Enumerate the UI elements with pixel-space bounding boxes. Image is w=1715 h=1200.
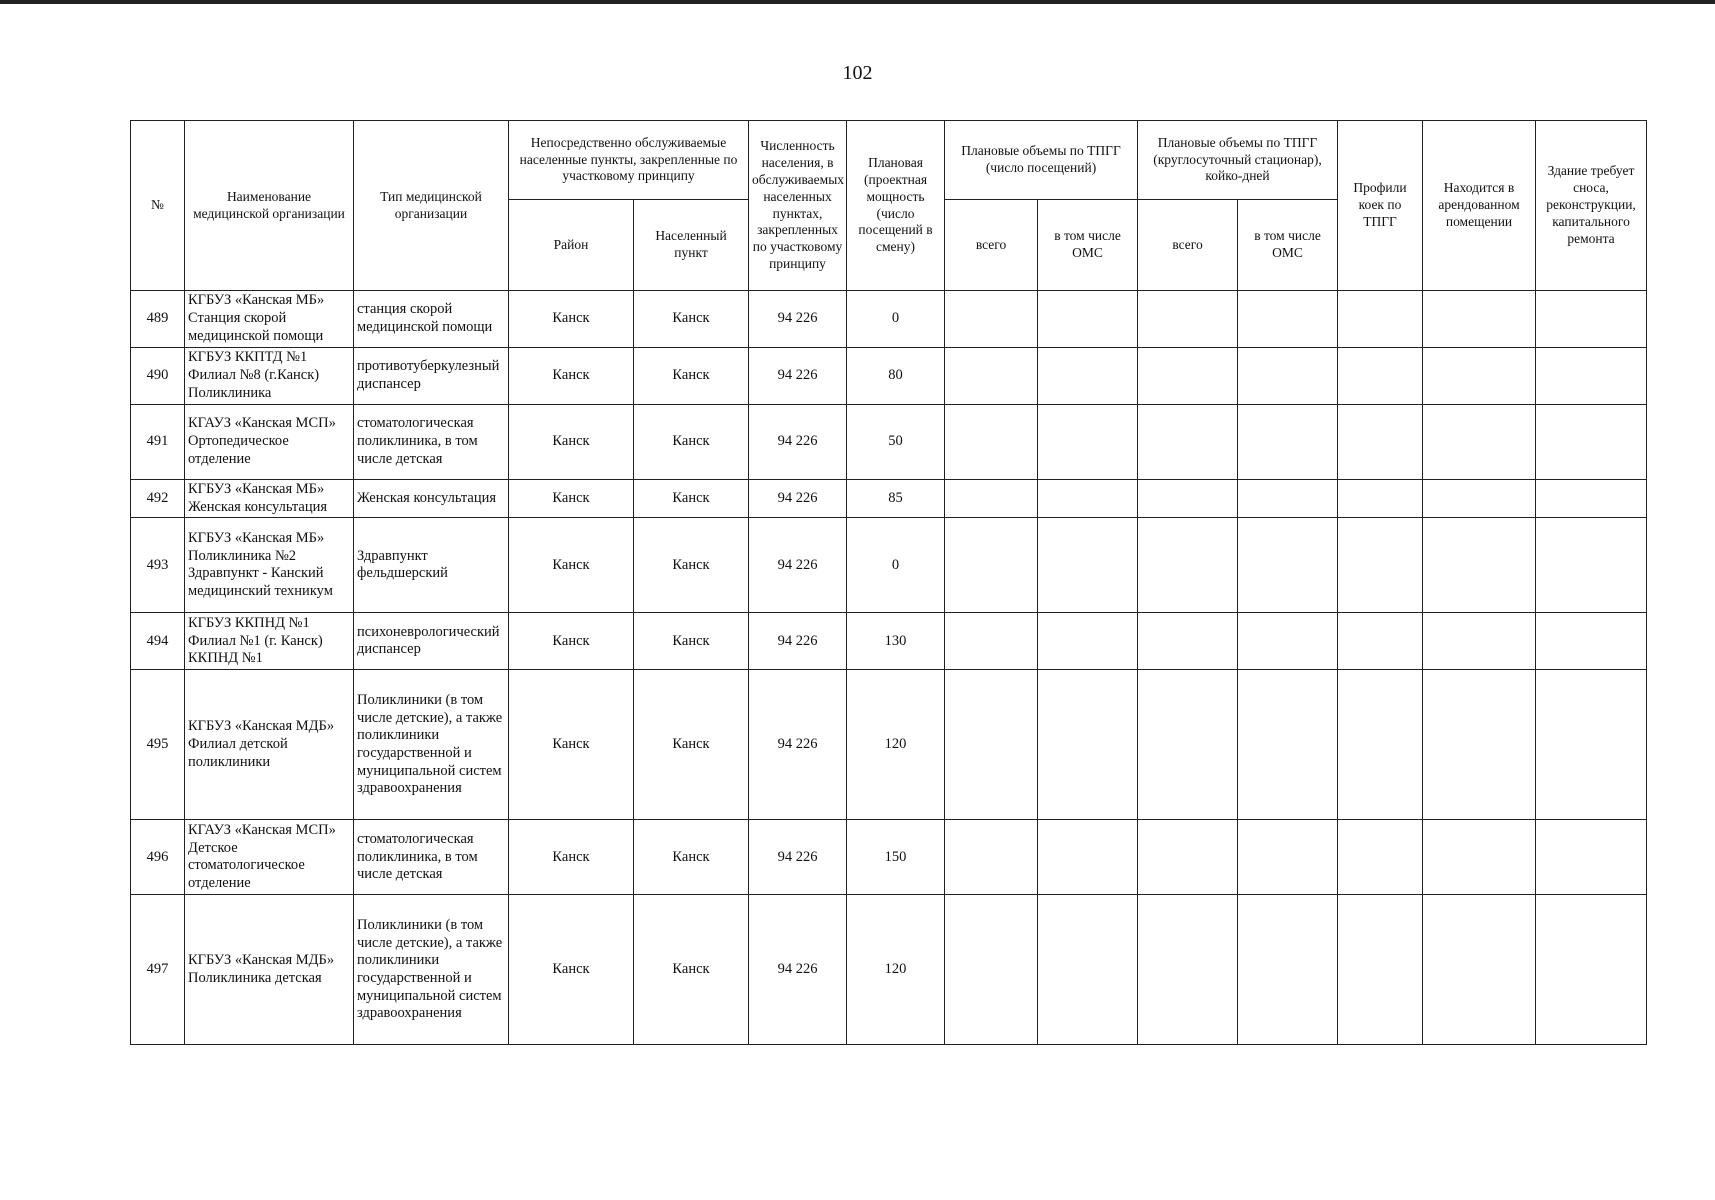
population-cell: 94 226 [749,348,847,405]
header-demolition: Здание требует сноса, реконструкции, капитального ремонта [1536,121,1647,291]
table-row [131,820,1647,895]
header-type: Тип медицинской организации [354,121,509,291]
row-number: 489 [131,291,185,348]
district-cell: Канск [509,820,634,895]
empty-cell [1238,518,1338,613]
empty-cell [1238,820,1338,895]
header-settlement: Населенный пункт [634,200,749,291]
empty-cell [1238,613,1338,670]
org-name-cell: КГБУЗ «Канская МДБ» Филиал детской поликлиники [185,670,354,820]
empty-cell [1536,518,1647,613]
empty-cell [1038,518,1138,613]
header-visits-oms: в том числе ОМС [1038,200,1138,291]
settlement-cell: Канск [634,518,749,613]
empty-cell [1536,820,1647,895]
empty-cell [945,518,1038,613]
org-type-cell: Женская консультация [354,480,509,518]
page-number: 102 [842,62,873,84]
empty-cell [1423,895,1536,1045]
empty-cell [945,348,1038,405]
header-bed-profiles: Профили коек по ТПГГ [1338,121,1423,291]
table-row [131,518,1647,613]
settlement-cell: Канск [634,291,749,348]
row-number: 496 [131,820,185,895]
facilities-table [130,120,1647,1045]
empty-cell [1536,613,1647,670]
empty-cell [1038,405,1138,480]
empty-cell [1338,895,1423,1045]
empty-cell [1038,820,1138,895]
district-cell: Канск [509,895,634,1045]
org-name-cell: КГБУЗ «Канская МБ» Поликлиника №2 Здравпункт - Канский медицинский техникум [185,518,354,613]
org-type-cell: стоматологическая поликлиника, в том числе детская [354,405,509,480]
population-cell: 94 226 [749,820,847,895]
row-number: 491 [131,405,185,480]
capacity-cell: 85 [847,480,945,518]
empty-cell [1536,291,1647,348]
population-cell: 94 226 [749,613,847,670]
org-type-cell: психоневрологический диспансер [354,613,509,670]
org-type-cell: противотуберкулезный диспансер [354,348,509,405]
header-tpgg-stationary: Плановые объемы по ТПГГ (круглосуточный стационар), койко-дней [1138,121,1338,200]
row-number: 490 [131,348,185,405]
header-no: № [131,121,185,291]
empty-cell [1338,291,1423,348]
header-district: Район [509,200,634,291]
empty-cell [1238,291,1338,348]
row-number: 495 [131,670,185,820]
population-cell: 94 226 [749,291,847,348]
capacity-cell: 0 [847,518,945,613]
district-cell: Канск [509,670,634,820]
settlement-cell: Канск [634,480,749,518]
empty-cell [1038,670,1138,820]
empty-cell [1423,291,1536,348]
empty-cell [945,895,1038,1045]
empty-cell [1423,405,1536,480]
header-population: Численность населения, в обслуживаемых населенных пунктах, закрепленных по участковому принципу [749,121,847,291]
district-cell: Канск [509,405,634,480]
empty-cell [1338,518,1423,613]
population-cell: 94 226 [749,480,847,518]
table-row [131,613,1647,670]
district-cell: Канск [509,291,634,348]
empty-cell [945,670,1038,820]
header-capacity: Плановая (проектная мощность (число посещений в смену) [847,121,945,291]
empty-cell [1423,820,1536,895]
settlement-cell: Канск [634,613,749,670]
empty-cell [1536,480,1647,518]
org-type-cell: стоматологическая поликлиника, в том числе детская [354,820,509,895]
header-stationary-total: всего [1138,200,1238,291]
empty-cell [1138,518,1238,613]
org-name-cell: КГБУЗ «Канская МДБ» Поликлиника детская [185,895,354,1045]
empty-cell [1423,348,1536,405]
empty-cell [1338,348,1423,405]
empty-cell [1038,895,1138,1045]
empty-cell [1238,480,1338,518]
table-row [131,291,1647,348]
org-name-cell: КГБУЗ ККПТД №1 Филиал №8 (г.Канск) Поликлиника [185,348,354,405]
empty-cell [1138,405,1238,480]
capacity-cell: 0 [847,291,945,348]
capacity-cell: 120 [847,895,945,1045]
capacity-cell: 150 [847,820,945,895]
header-stationary-oms: в том числе ОМС [1238,200,1338,291]
header-name: Наименование медицинской организации [185,121,354,291]
empty-cell [1138,291,1238,348]
org-type-cell: Поликлиники (в том числе детские), а также поликлиники государственной и муниципальной систем здравоохранения [354,895,509,1045]
empty-cell [1536,895,1647,1045]
empty-cell [1423,670,1536,820]
capacity-cell: 130 [847,613,945,670]
empty-cell [945,405,1038,480]
header-rented: Находится в арендованном помещении [1423,121,1536,291]
table-row [131,348,1647,405]
empty-cell [1138,613,1238,670]
empty-cell [1536,405,1647,480]
empty-cell [1423,480,1536,518]
org-name-cell: КГБУЗ «Канская МБ» Станция скорой медицинской помощи [185,291,354,348]
org-name-cell: КГБУЗ ККПНД №1 Филиал №1 (г. Канск) ККПНД №1 [185,613,354,670]
empty-cell [1536,348,1647,405]
population-cell: 94 226 [749,518,847,613]
empty-cell [1536,670,1647,820]
empty-cell [1338,613,1423,670]
header-tpgg-visits: Плановые объемы по ТПГГ (число посещений) [945,121,1138,200]
empty-cell [1238,670,1338,820]
row-number: 492 [131,480,185,518]
empty-cell [1038,613,1138,670]
row-number: 497 [131,895,185,1045]
empty-cell [1338,480,1423,518]
district-cell: Канск [509,480,634,518]
row-number: 494 [131,613,185,670]
empty-cell [1138,670,1238,820]
table-row [131,405,1647,480]
empty-cell [1238,895,1338,1045]
empty-cell [1138,820,1238,895]
org-name-cell: КГАУЗ «Канская МСП» Детское стоматологическое отделение [185,820,354,895]
empty-cell [1038,291,1138,348]
empty-cell [1238,405,1338,480]
empty-cell [1238,348,1338,405]
settlement-cell: Канск [634,895,749,1045]
org-name-cell: КГАУЗ «Канская МСП» Ортопедическое отделение [185,405,354,480]
org-type-cell: Поликлиники (в том числе детские), а также поликлиники государственной и муниципальной систем здравоохранения [354,670,509,820]
empty-cell [1338,405,1423,480]
capacity-cell: 80 [847,348,945,405]
empty-cell [945,820,1038,895]
capacity-cell: 50 [847,405,945,480]
empty-cell [945,613,1038,670]
district-cell: Канск [509,613,634,670]
org-type-cell: станция скорой медицинской помощи [354,291,509,348]
org-name-cell: КГБУЗ «Канская МБ» Женская консультация [185,480,354,518]
settlement-cell: Канск [634,820,749,895]
empty-cell [1138,480,1238,518]
district-cell: Канск [509,518,634,613]
settlement-cell: Канск [634,670,749,820]
row-number: 493 [131,518,185,613]
district-cell: Канск [509,348,634,405]
table-row [131,895,1647,1045]
empty-cell [1138,895,1238,1045]
org-type-cell: Здравпункт фельдшерский [354,518,509,613]
settlement-cell: Канск [634,348,749,405]
header-visits-total: всего [945,200,1038,291]
settlement-cell: Канск [634,405,749,480]
table-row [131,670,1647,820]
capacity-cell: 120 [847,670,945,820]
empty-cell [1338,820,1423,895]
population-cell: 94 226 [749,895,847,1045]
empty-cell [1038,480,1138,518]
empty-cell [1423,613,1536,670]
table-row [131,480,1647,518]
top-border-line [0,0,1715,4]
empty-cell [945,480,1038,518]
empty-cell [1038,348,1138,405]
header-served: Непосредственно обслуживаемые населенные пункты, закрепленные по участковому принципу [509,121,749,200]
empty-cell [1138,348,1238,405]
population-cell: 94 226 [749,670,847,820]
empty-cell [1423,518,1536,613]
population-cell: 94 226 [749,405,847,480]
empty-cell [945,291,1038,348]
empty-cell [1338,670,1423,820]
